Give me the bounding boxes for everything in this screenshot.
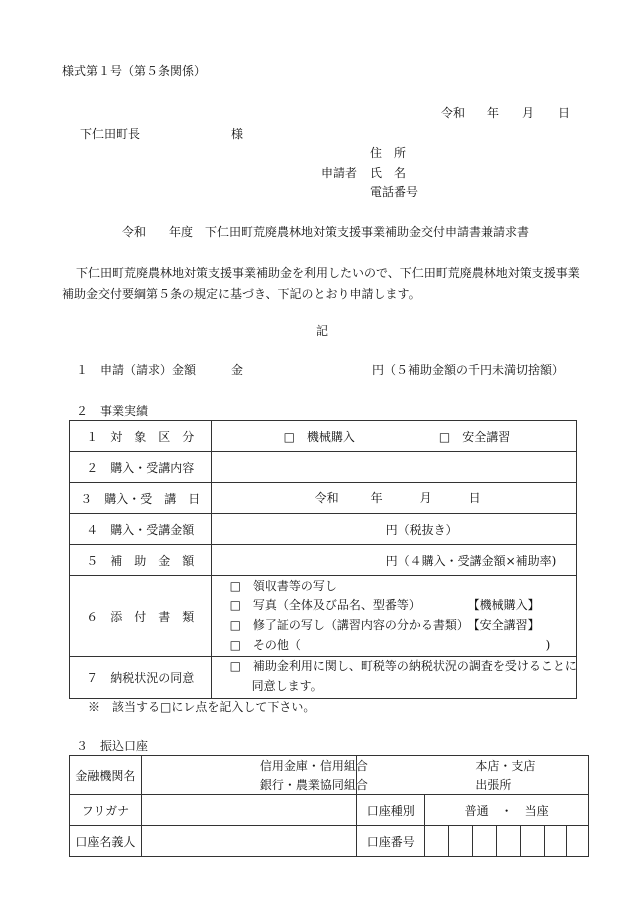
- row-category-label: １ 対 象 区 分: [70, 421, 212, 452]
- row-attachments: [70, 576, 577, 657]
- attachment-photo[interactable]: □ 写真（全体及び品名、型番等）: [229, 598, 421, 612]
- account-digit-3[interactable]: [473, 826, 497, 857]
- addressee-name: 下仁田町長: [80, 127, 141, 141]
- row-date-year: 年: [370, 491, 383, 505]
- tag-machine-purchase: 【機械購入】: [467, 598, 540, 612]
- row-holder: [70, 826, 589, 857]
- row-subsidy-value[interactable]: [211, 545, 576, 576]
- account-digit-5[interactable]: [521, 826, 545, 857]
- section1-unit: 円（５補助金額の千円未満切捨額）: [372, 363, 565, 377]
- row-date-value[interactable]: [211, 483, 576, 514]
- body-line-2: 補助金交付要綱第５条の規定に基づき、下記のとおり申請します。: [62, 287, 421, 301]
- title-era: 令和: [122, 225, 147, 239]
- addressee-honorific: 様: [231, 127, 244, 141]
- row-amount-unit: 円（税抜き）: [385, 522, 458, 537]
- bank-type-2: 銀行・農業協同組合: [259, 778, 368, 792]
- attachment-receipt[interactable]: □ 領収書等の写し: [229, 579, 337, 593]
- bank-type-1: 信用金庫・信用組合: [259, 759, 368, 773]
- row-category-options: [211, 421, 576, 452]
- account-number-label: 口座番号: [357, 826, 425, 857]
- title-year: 年度: [169, 225, 194, 239]
- row-attachments-label: ６ 添 付 書 類: [70, 576, 212, 657]
- checkbox-note: ※ 該当する□にレ点を記入して下さい。: [88, 700, 316, 714]
- row-attachments-list: [211, 576, 576, 657]
- attachment-other[interactable]: □ その他（: [229, 638, 301, 652]
- row-date-label: ３ 購入・受 講 日: [70, 483, 212, 514]
- holder-label: 口座名義人: [70, 826, 142, 857]
- row-tax-consent-label: ７ 納税状況の同意: [70, 657, 212, 699]
- account-digit-2[interactable]: [449, 826, 473, 857]
- option-machine-purchase[interactable]: □ 機械購入: [283, 429, 355, 444]
- business-results-table: [69, 420, 577, 699]
- furigana-field[interactable]: [141, 795, 357, 826]
- row-date-era: 令和: [314, 491, 339, 505]
- row-subsidy-label: ５ 補 助 金 額: [70, 545, 212, 576]
- tax-consent-line2: 同意します。: [251, 679, 323, 693]
- row-furigana: [70, 795, 589, 826]
- account-digit-7[interactable]: [566, 826, 588, 857]
- row-content: [70, 452, 577, 483]
- row-tax-consent-text: [211, 657, 576, 699]
- form-number: 様式第１号（第５条関係）: [62, 64, 207, 78]
- applicant-role: 申請者: [321, 166, 358, 180]
- branch-type-1: 本店・支店: [475, 759, 536, 773]
- tax-consent-checkbox-line[interactable]: □ 補助金利用に関し、町税等の納税状況の調査を受けることに: [229, 659, 577, 673]
- bank-name-field[interactable]: [141, 756, 368, 795]
- section2-label: ２ 事業実績: [76, 404, 149, 418]
- furigana-label: フリガナ: [70, 795, 142, 826]
- row-bank: [70, 756, 589, 795]
- date-era: 令和: [441, 106, 466, 120]
- branch-type-2: 出張所: [475, 778, 512, 792]
- row-amount: [70, 514, 577, 545]
- date-day: 日: [558, 106, 571, 120]
- attachment-other-close: ): [545, 638, 551, 652]
- option-safety-course[interactable]: □ 安全講習: [438, 429, 511, 444]
- account-type-label: 口座種別: [357, 795, 425, 826]
- date-year: 年: [487, 106, 500, 120]
- section1-kin: 金: [231, 363, 244, 377]
- ki-heading: 記: [316, 324, 329, 338]
- applicant-address-label: 住 所: [370, 146, 407, 160]
- bank-label: 金融機関名: [70, 756, 142, 795]
- row-tax-consent: [70, 657, 577, 699]
- date-month: 月: [522, 106, 535, 120]
- branch-field[interactable]: [357, 756, 589, 795]
- account-type-options[interactable]: 普通 ・ 当座: [425, 795, 589, 826]
- row-category: [70, 421, 577, 452]
- account-digit-1[interactable]: [425, 826, 449, 857]
- account-digit-6[interactable]: [545, 826, 567, 857]
- row-amount-value[interactable]: [211, 514, 576, 545]
- row-content-label: ２ 購入・受講内容: [70, 452, 212, 483]
- row-subsidy-unit: 円（４購入・受講金額×補助率): [385, 553, 557, 568]
- page-title: 下仁田町荒廃農林地対策支援事業補助金交付申請書兼請求書: [205, 225, 530, 239]
- row-date-month: 月: [419, 491, 432, 505]
- section3-label: ３ 振込口座: [76, 739, 149, 753]
- account-digit-4[interactable]: [497, 826, 521, 857]
- section1-label: １ 申請（請求）金額: [76, 363, 197, 377]
- row-amount-label: ４ 購入・受講金額: [70, 514, 212, 545]
- applicant-name-label: 氏 名: [370, 166, 407, 180]
- attachment-certificate[interactable]: □ 修了証の写し（講習内容の分かる書類）: [229, 618, 469, 632]
- row-subsidy: [70, 545, 577, 576]
- applicant-phone-label: 電話番号: [370, 185, 419, 199]
- holder-field[interactable]: [141, 826, 357, 857]
- bank-account-table: [69, 755, 589, 857]
- row-content-value[interactable]: [211, 452, 576, 483]
- tag-safety-course: 【安全講習】: [467, 618, 540, 632]
- row-date: [70, 483, 577, 514]
- row-date-day: 日: [468, 491, 481, 505]
- body-line-1: 下仁田町荒廃農林地対策支援事業補助金を利用したいので、下仁田町荒廃農林地対策支援事業: [76, 266, 580, 280]
